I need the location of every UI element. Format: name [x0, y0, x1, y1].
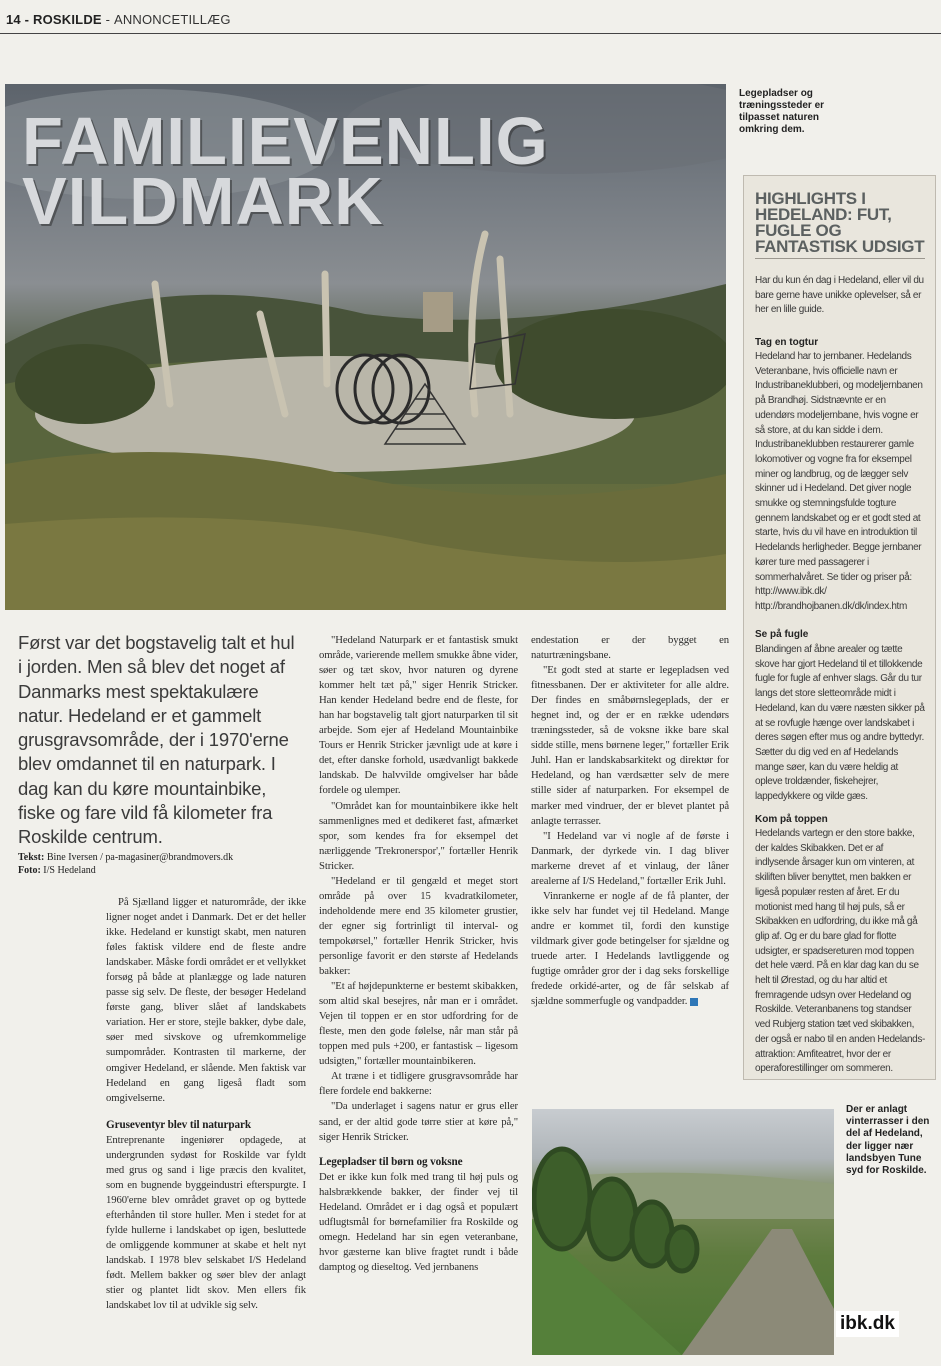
article-end-mark-icon	[690, 998, 698, 1006]
col2-paragraph-6: "Da underlaget i sagens natur er grus eller sand, er der altid gode tørre stier at køre på," siger Henrik Stricker.	[319, 1100, 518, 1143]
highlights-title: HIGHLIGHTS I HEDELAND: FUT, FUGLE OG FANTASTISK UDSIGT	[755, 189, 925, 256]
col3-paragraph-3: "I Hedeland var vi nogle af de første i Danmark, der dyrkede vin. I dag bliver markerne drevet af et vinlaug, der låner arealerne af I/S Hedeland," fortæller Erik Juhl.	[531, 829, 729, 887]
credit-text-label: Tekst:	[18, 852, 45, 863]
col2-paragraph-3: "Hedeland er til gengæld et meget stort område på over 15 kvadratkilometer, indeholdende mere end 35 kilometer grustier, der egner sig fortrinligt til interval- og tempokørsel," fortæller Henrik Stricker, hvis personlige favorit er den største af Hedelands bakker:	[319, 874, 518, 978]
col2-subhead: Legepladser til børn og voksne	[319, 1155, 463, 1168]
highlights-rule	[755, 258, 925, 259]
highlights-body-birds: Blandingen af åbne arealer og tætte skove har gjort Hedeland til et tillokkende fugle for fugle af enhver slags. Går du tur langs det store sletteområde midt i Hedeland, kan du være næsten sikker på at se rovfugle hænge over landskabet i deres søgen efter mus og andre byttedyr. Sætter du dig ved en af Hedelands mange søer, kan du være heldig at opleve troldænder, fiskehejrer, lappedykkere og vilde gæs.	[755, 644, 925, 803]
highlights-heading-birds: Se på fugle	[755, 629, 809, 640]
col2-paragraph-7: Det er ikke kun folk med trang til høj puls og halsbrækkende bakker, der finder vej til Hedeland. Området er i dag også et populært udflugtsmål for børnefamilier fra Roskilde og omegn. Hedeland har sin egen veteranbane, hvor gæsterne kan blive fragtet rundt i både damptog og dieseltog. Ved jernbanens	[319, 1170, 518, 1273]
col2-paragraph-1: "Hedeland Naturpark er et fantastisk smukt område, varierende mellem smukke åbne vider, søer og tæt skov, hvor naturen og dyrene kommer helt tæt på," siger Henrik Stricker. Han kender Hedeland bedre end de fleste, for han har bogstavelig talt gjort naturparken til sit arbejde. Som ejer af Hedeland Mountainbike Tours er Henrik Stricker jævnligt ude at køre i det, efter danske forhold, usædvanligt bakkede landskab. De halvvilde omgivelser har både fordele og ulemper.	[319, 634, 518, 797]
hero-title	[22, 104, 602, 239]
credit-photo-value: I/S Hedeland	[43, 865, 96, 876]
credit-photo-label: Foto:	[18, 865, 41, 876]
article-column-1	[106, 895, 306, 1313]
highlights-body-top: Hedelands vartegn er den store bakke, der kaldes Skibakken. Det er af indlysende årsager kun om vinteren, at skiliften bliver benyttet, men bakken er ligeså populær resten af året. Er du motionist med hang til høj puls, så er Skibakken en udfordring, du ikke må gå glip af. Og er du bare glad for flotte udsigter, er spadsereturen mod toppen det hele værd. På en klar dag kan du se helt til Ørestad, og du har altid et fremragende udsyn over Hedeland og Roskilde. Veteranbanens tog standser ved Rubjerg station tæt ved skibakken, der også er nabo til en anden Hedelands-attraktion: Amfiteatret, hvor der er operaforestillinger om sommeren.	[755, 828, 926, 1075]
highlights-intro: Har du kun én dag i Hedeland, eller vil du bare gerne have unikke oplevelser, så er her en lille guide.	[755, 275, 924, 316]
col1-subhead: Gruseventyr blev til naturpark	[106, 1118, 252, 1131]
hero-title-line1: FAMILIEVENLIG	[22, 104, 549, 179]
credit-photo	[18, 865, 96, 876]
col1-paragraph-1: På Sjælland ligger et naturområde, der ikke ligner noget andet i Danmark. Det er det heller ikke. Hedeland er kunstigt skabt, men naturen føles faktisk vildere end de fleste andre landskaber. Måske fordi området er et vellykket forsøg på både at planlægge og lade naturen passe sig selv. De fleste, der besøger Hedeland første gang, bliver slået af landskabets variation. Her er store, stejle bakker, dybe dale, søer med sivskove og ufremkommelige sumpområder. Kontrasten til markerne, der omgiver Hedeland, er slående. Men faktisk var Hedeland en gang ligeså fladt som omgivelserne.	[106, 896, 306, 1104]
credit-text	[18, 852, 233, 863]
col3-paragraph-1: endestation er der bygget en naturtræningsbane.	[531, 634, 729, 662]
vineyard-illustration	[532, 1109, 834, 1355]
vineyard-caption: Der er anlagt vinterrasser i den del af Hedeland, der ligger nær landsbyen Tune syd for Roskilde.	[846, 1104, 930, 1177]
highlights-heading-train: Tag en togtur	[755, 337, 819, 348]
lead-paragraph: Først var det bogstavelig talt et hul i jorden. Men så blev det noget af Danmarks mest spektakulære natur. Hedeland er et gammelt grusgravsområde, der i 1970'erne blev omdannet til en naturpark. I dag kan du køre mountainbike, fiske og fare vild få kilometer fra Roskilde centrum.	[18, 632, 295, 848]
col2-paragraph-4: "Et af højdepunkterne er bestemt skibakken, som altid skal besejres, når man er i området. Vejen til toppen er en stor udfordring for de fleste, men den gode følelse, når man står på toppen med puls +200, er fantastisk – ligesom udsigten," fortæller mountainbikeren.	[319, 980, 518, 1068]
section-name: ROSKILDE	[33, 12, 102, 27]
hero-caption: Legepladser og træningssteder er tilpasset naturen omkring dem.	[739, 88, 825, 135]
col3-paragraph-2: "Et godt sted at starte er legepladsen ved fitnessbanen. Der er aktiviteter for alle aldre. Der findes en småbørnslegeplads, der er hegnet ind, og der er en række udendørs træningssteder, så de voksne ikke bare skal sidde stille, mens børnene leger," fortæller Erik Juhl. Han er landskabsarkitekt og direktør for Hedeland, og han værdsætter selv de mere stille sider af naturparken. For eksempel de marker med vindruer, der er blevet plantet på anlagte terrasser.	[531, 664, 729, 827]
article-column-2	[319, 633, 518, 1275]
supplement-label: ANNONCETILLÆG	[113, 12, 231, 27]
col2-paragraph-5: At træne i et tidligere grusgravsområde har flere fordele end bakkerne:	[319, 1070, 518, 1098]
highlights-body-train: Hedeland har to jernbaner. Hedelands Veteranbane, hvis officielle navn er Industribaneklubberi, og modeljernbanen på Brandhøj. Sidstnævnte er en udendørs modeljernbane, hvis vogne er så store, at du kan sidde i dem. Industribaneklubben restaurerer gamle lokomotiver og vogne fra for eksempel miner og landbrug, og de lægger selv skinner ud i Hedeland. Det giver nogle smukke og stemningsfulde togture gennem landskabet og er et godt sted at starte, hvis du vil have en introduktion til Hedelands herligheder. Begge jernbaner kører ture med passagerer i sommerhalvåret. Se tider og priser på: http://www.ibk.dk/ http://brandhojbanen.dk/dk/index.htm	[755, 351, 923, 612]
credit-text-value: Bine Iversen / pa-magasiner@brandmovers.dk	[46, 852, 234, 863]
page-number: 14 -	[6, 12, 30, 27]
article-column-3	[531, 633, 729, 1009]
header-separator: -	[105, 12, 111, 27]
vineyard-photo	[532, 1109, 834, 1355]
hero-title-line2: VILDMARK	[22, 164, 384, 239]
col2-paragraph-2: "Området kan for mountainbikere ikke helt sammenlignes med et dedikeret fast, afmærket spor, som kendes fra for eksempel det nærliggende 'Trekronerspor'," fortæller Henrik Stricker.	[319, 799, 518, 872]
header-rule	[0, 33, 941, 34]
col3-paragraph-4: Vinrankerne er nogle af de få planter, der ikke selv har fundet vej til Hedeland. Mange andre er kommet til, fordi den kunstige vildmark giver gode betingelser for sjældne og truede arter. I Hedelands lavtliggende og fugtige områder gror der i dag seks forskellige fredede orkidé-arter, og de får selskab af sjældne sommerfugle og vandpadder.	[531, 889, 729, 1008]
col1-paragraph-2: Entreprenante ingeniører opdagede, at undergrunden sydøst for Roskilde var fyldt med grus og sand i lige præcis den kvalitet, som en bugnende byggeindustri efterspurgte. I 1960'erne blev området gravet op og byttede efterhånden til store huller. Men i stedet for at fylde hullerne i landskabet op igen, besluttede de omliggende kommuner at skabe et helt nyt landskab. I 1978 blev selskabet I/S Hedeland født. Mellem bakker og søer blev der anlagt stier og plantet lidt skov. Men ellers fik landskabet lov til at udvikle sig selv.	[106, 1133, 306, 1312]
highlights-heading-top: Kom på toppen	[755, 814, 828, 825]
page-header	[6, 12, 231, 27]
source-watermark: ibk.dk	[836, 1311, 899, 1337]
